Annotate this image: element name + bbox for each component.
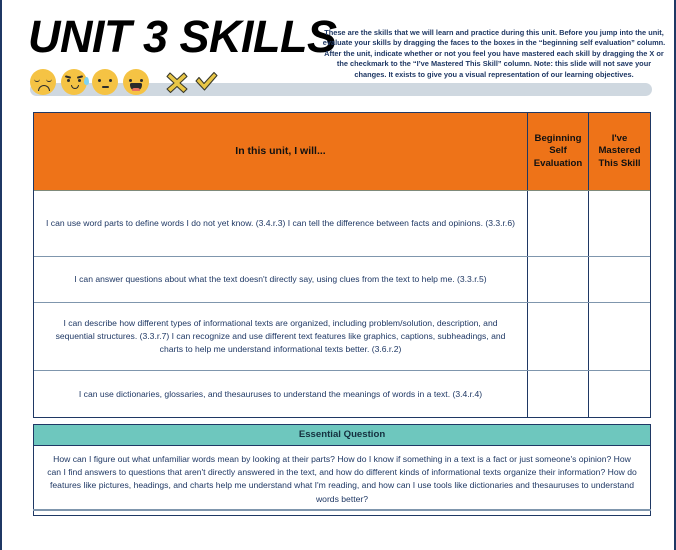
anxious-face-icon[interactable]	[61, 69, 87, 95]
column-header-beginning-self-evaluation: Beginning Self Evaluation	[528, 113, 589, 190]
beginning-self-evaluation-dropzone[interactable]	[528, 371, 589, 417]
check-mark-icon[interactable]	[194, 69, 218, 95]
eye-left	[34, 78, 40, 82]
sweat-drop	[84, 77, 89, 85]
mouth-flat	[102, 86, 109, 88]
neutral-face-icon[interactable]	[92, 69, 118, 95]
skill-text: I can describe how different types of informational texts are organized, including problem/solution, description, and sequential structures. (3.3.r.7) I can recognize and use different text features like graphics, captions, subheadings, and charts to help me understand informational texts better. (3.6.r.2)	[34, 303, 528, 370]
table-row	[34, 191, 650, 257]
mastered-dropzone[interactable]	[589, 371, 650, 417]
column-header-mastered: I've Mastered This Skill	[598, 132, 641, 169]
column-header-skill: In this unit, I will...	[34, 113, 528, 190]
table-row	[34, 371, 650, 417]
intro-text-part2: It exists to give you a visual representation of our learning objectives.	[386, 69, 634, 79]
pensive-face-icon[interactable]	[30, 69, 56, 95]
essential-question-heading: Essential Question	[34, 425, 650, 446]
beginning-self-evaluation-dropzone[interactable]	[528, 257, 589, 302]
table-row	[34, 257, 650, 303]
mouth-small	[71, 85, 79, 89]
eye-right	[109, 79, 112, 82]
eye-right	[78, 79, 81, 82]
skill-text: I can answer questions about what the text doesn't directly say, using clues from the text to help me. (3.3.r.5)	[34, 257, 528, 302]
page-title: UNIT 3 SKILLS	[28, 11, 337, 62]
table-row	[34, 303, 650, 371]
mastered-dropzone[interactable]	[589, 257, 650, 302]
eye-right	[46, 78, 52, 82]
mastered-dropzone[interactable]	[589, 191, 650, 256]
intro-paragraph	[320, 28, 668, 80]
skills-table	[33, 112, 651, 418]
mouth-open	[130, 83, 142, 91]
eye-left	[98, 79, 101, 82]
eye-left	[129, 79, 132, 82]
marker-strip	[2, 78, 674, 102]
table-header-row	[34, 113, 650, 191]
eye-left	[67, 79, 70, 82]
intro-text-bold: Note: this slide will not save your changes.	[354, 59, 652, 79]
bottom-rule	[33, 509, 651, 511]
beginning-self-evaluation-dropzone[interactable]	[528, 191, 589, 256]
skill-text: I can use word parts to define words I do not yet know. (3.4.r.3) I can tell the difference between facts and opinions. (3.3.r.6)	[34, 191, 528, 256]
essential-question-text: How can I figure out what unfamiliar words mean by looking at their parts? How do I know if something in a text is a fact or just someone's opinion? How can I find answers to questions that aren't directly answered in the text, and how do different kinds of informational texts organize their information? How do features like pictures, headings, and charts help me understand what I'm reading, and how can I use tools like dictionaries and thesauruses to understand words better?	[47, 454, 637, 504]
eye-right	[140, 79, 143, 82]
mastered-dropzone[interactable]	[589, 303, 650, 370]
header	[2, 0, 674, 78]
intro-text-part1: These are the skills that we will learn and practice during this unit. Before you jump into the unit, evaluate your skills by dragging the faces to the boxes in the “beginning self evaluation” column. After the unit, indicate whether or not you feel you have mastered each skill by dragging the X or the checkmark to the “I’ve Mastered This Skill” column.	[322, 28, 666, 69]
essential-question-box	[33, 424, 651, 516]
beginning-self-evaluation-dropzone[interactable]	[528, 303, 589, 370]
grinning-face-icon[interactable]	[123, 69, 149, 95]
mouth-frown	[38, 85, 50, 91]
x-mark-icon[interactable]	[165, 69, 189, 95]
skill-text: I can use dictionaries, glossaries, and thesauruses to understand the meanings of words in a text. (3.4.r.4)	[34, 371, 528, 417]
marker-row	[30, 69, 218, 95]
